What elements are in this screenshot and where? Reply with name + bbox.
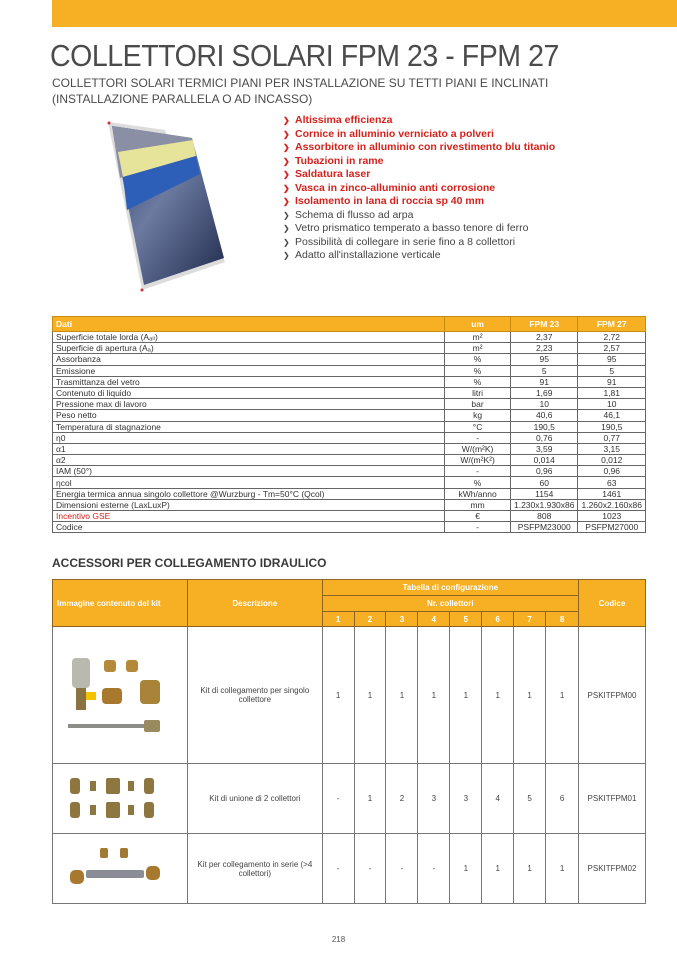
spec-value-fpm23: PSFPM23000 xyxy=(510,522,578,533)
spec-value-fpm27: PSFPM27000 xyxy=(578,522,646,533)
bullet-icon: ❯ xyxy=(283,129,290,139)
spec-value-fpm23: 0,96 xyxy=(510,466,578,477)
spec-value-fpm27: 0,012 xyxy=(578,455,646,466)
spec-label: η0 xyxy=(53,432,445,443)
spec-unit: W/(m²K) xyxy=(445,443,511,454)
spec-unit: - xyxy=(445,522,511,533)
accessory-count: 6 xyxy=(546,764,579,834)
feature-item: ❯ Vetro prismatico temperato a basso tenore di ferro xyxy=(283,222,529,234)
feature-item: ❯ Adatto all'installazione verticale xyxy=(283,249,441,261)
spec-label: Superficie di apertura (Aₐ) xyxy=(53,343,445,354)
spec-value-fpm23: 190,5 xyxy=(510,421,578,432)
spec-label: Incentivo GSE xyxy=(53,511,445,522)
spec-value-fpm27: 95 xyxy=(578,354,646,365)
accessory-count: 1 xyxy=(546,834,579,904)
bullet-icon: ❯ xyxy=(283,116,290,125)
spec-row xyxy=(53,522,646,533)
spec-row xyxy=(53,376,646,387)
spec-row xyxy=(53,488,646,499)
accessory-count: - xyxy=(386,834,418,904)
bullet-icon: ❯ xyxy=(283,143,290,152)
spec-value-fpm23: 2,37 xyxy=(510,332,578,343)
spec-value-fpm27: 46,1 xyxy=(578,410,646,421)
accessory-count: 2 xyxy=(386,764,418,834)
spec-label: IAM (50°) xyxy=(53,466,445,477)
accessory-row xyxy=(53,834,646,904)
spec-value-fpm27: 5 xyxy=(578,365,646,376)
spec-unit: - xyxy=(445,432,511,443)
spec-row xyxy=(53,387,646,398)
spec-value-fpm23: 1154 xyxy=(510,488,578,499)
col-header-fpm23: FPM 23 xyxy=(510,317,578,332)
page-subtitle: COLLETTORI SOLARI TERMICI PIANI PER INSTALLAZIONE SU TETTI PIANI E INCLINATI (INSTALLAZIONE PARALLELA O AD INCASSO) xyxy=(52,76,549,106)
spec-header-row xyxy=(53,317,646,332)
spec-value-fpm27: 0,96 xyxy=(578,466,646,477)
accessory-count: - xyxy=(322,764,354,834)
accessory-count: 1 xyxy=(482,834,514,904)
spec-unit: % xyxy=(445,365,511,376)
col-header-code: Codice xyxy=(579,580,646,627)
spec-value-fpm27: 2,72 xyxy=(578,332,646,343)
col-header-count: 6 xyxy=(482,612,514,627)
accessory-row xyxy=(53,627,646,764)
spec-label: Assorbanza xyxy=(53,354,445,365)
solar-collector-image xyxy=(100,112,260,292)
spec-value-fpm23: 0,76 xyxy=(510,432,578,443)
feature-list xyxy=(283,114,555,263)
spec-value-fpm23: 40,6 xyxy=(510,410,578,421)
accessories-table xyxy=(52,579,646,904)
header-accent-bar xyxy=(52,0,677,27)
spec-label: ηcol xyxy=(53,477,445,488)
col-header-config: Tabella di configurazione xyxy=(322,580,578,596)
fittings-single-kit-image xyxy=(53,627,188,764)
accessory-description: Kit di unione di 2 collettori xyxy=(187,764,322,834)
spec-value-fpm23: 1.230x1.930x86 xyxy=(510,499,578,510)
spec-value-fpm27: 2,57 xyxy=(578,343,646,354)
bullet-icon: ❯ xyxy=(283,251,290,260)
spec-unit: % xyxy=(445,376,511,387)
spec-value-fpm27: 1461 xyxy=(578,488,646,499)
spec-label: Energia termica annua singolo collettore @Wurzburg - Tm=50°C (Qcol) xyxy=(53,488,445,499)
spec-unit: kg xyxy=(445,410,511,421)
spec-row xyxy=(53,511,646,522)
col-header-description: Descrizione xyxy=(187,580,322,627)
spec-value-fpm23: 0,014 xyxy=(510,455,578,466)
feature-item: ❯ Assorbitore in alluminio con rivestimento blu titanio xyxy=(283,141,556,153)
col-header-dati: Dati xyxy=(53,317,445,332)
spec-value-fpm27: 1,81 xyxy=(578,387,646,398)
spec-unit: °C xyxy=(445,421,511,432)
accessory-row xyxy=(53,764,646,834)
spec-value-fpm23: 60 xyxy=(510,477,578,488)
spec-row xyxy=(53,354,646,365)
accessory-code: PSKITFPM01 xyxy=(579,764,646,834)
spec-unit: kWh/anno xyxy=(445,488,511,499)
bullet-icon: ❯ xyxy=(283,224,290,233)
spec-row xyxy=(53,343,646,354)
feature-item: ❯ Vasca in zinco-alluminio anti corrosione xyxy=(283,181,496,194)
accessory-count: 3 xyxy=(418,764,450,834)
feature-item: ❯ Tubazioni in rame xyxy=(283,154,384,167)
feature-item: ❯ Cornice in alluminio verniciato a polveri xyxy=(283,127,494,140)
spec-label: Codice xyxy=(53,522,445,533)
col-header-count: 7 xyxy=(514,612,546,627)
spec-value-fpm23: 91 xyxy=(510,376,578,387)
feature-item: ❯ Isolamento in lana di roccia sp 40 mm xyxy=(283,195,485,207)
accessory-count: 1 xyxy=(514,834,546,904)
feature-item: ❯ Schema di flusso ad arpa xyxy=(283,208,414,221)
spec-row xyxy=(53,466,646,477)
spec-row xyxy=(53,399,646,410)
bullet-icon: ❯ xyxy=(283,183,290,193)
spec-value-fpm23: 808 xyxy=(510,511,578,522)
spec-value-fpm27: 1023 xyxy=(578,511,646,522)
bullet-icon: ❯ xyxy=(283,156,290,166)
spec-unit: - xyxy=(445,466,511,477)
spec-unit: bar xyxy=(445,399,511,410)
spec-value-fpm23: 3,59 xyxy=(510,443,578,454)
spec-row xyxy=(53,365,646,376)
spec-value-fpm27: 91 xyxy=(578,376,646,387)
spec-table xyxy=(52,316,646,533)
spec-unit: % xyxy=(445,354,511,365)
spec-unit: m² xyxy=(445,332,511,343)
spec-row xyxy=(53,421,646,432)
spec-unit: € xyxy=(445,511,511,522)
bullet-icon: ❯ xyxy=(283,237,290,247)
spec-row xyxy=(53,332,646,343)
feature-item: ❯ Saldatura laser xyxy=(283,168,371,180)
bullet-icon: ❯ xyxy=(283,210,290,220)
spec-value-fpm27: 63 xyxy=(578,477,646,488)
spec-value-fpm23: 1,69 xyxy=(510,387,578,398)
spec-label: Peso netto xyxy=(53,410,445,421)
spec-value-fpm27: 3,15 xyxy=(578,443,646,454)
accessory-count: 1 xyxy=(386,627,418,764)
page-title: COLLETTORI SOLARI FPM 23 - FPM 27 xyxy=(50,38,559,73)
accessory-code: PSKITFPM02 xyxy=(579,834,646,904)
accessory-count: - xyxy=(322,834,354,904)
accessory-count: 1 xyxy=(418,627,450,764)
spec-value-fpm23: 2,23 xyxy=(510,343,578,354)
spec-label: α2 xyxy=(53,455,445,466)
spec-row xyxy=(53,499,646,510)
accessory-count: 5 xyxy=(514,764,546,834)
accessory-count: 1 xyxy=(450,834,482,904)
spec-row xyxy=(53,410,646,421)
feature-item: ❯ Altissima efficienza xyxy=(283,114,393,126)
spec-row xyxy=(53,455,646,466)
spec-value-fpm23: 10 xyxy=(510,399,578,410)
spec-row xyxy=(53,432,646,443)
col-header-count: 3 xyxy=(386,612,418,627)
col-header-count: 2 xyxy=(354,612,386,627)
spec-label: α1 xyxy=(53,443,445,454)
spec-value-fpm23: 95 xyxy=(510,354,578,365)
spec-label: Trasmittanza del vetro xyxy=(53,376,445,387)
spec-label: Temperatura di stagnazione xyxy=(53,421,445,432)
spec-unit: litri xyxy=(445,387,511,398)
accessory-count: - xyxy=(418,834,450,904)
spec-unit: % xyxy=(445,477,511,488)
spec-value-fpm27: 190,5 xyxy=(578,421,646,432)
accessory-count: 1 xyxy=(450,627,482,764)
accessory-count: 4 xyxy=(482,764,514,834)
spec-value-fpm23: 5 xyxy=(510,365,578,376)
spec-label: Contenuto di liquido xyxy=(53,387,445,398)
fittings-series-kit-image xyxy=(53,834,188,904)
col-header-count: 4 xyxy=(418,612,450,627)
col-header-nr-collettori: Nr. collettori xyxy=(322,596,578,612)
fittings-union-kit-image xyxy=(53,764,188,834)
accessory-count: 1 xyxy=(482,627,514,764)
feature-item: ❯ Possibilità di collegare in serie fino a 8 collettori xyxy=(283,235,516,248)
page-number: 218 xyxy=(331,935,346,944)
spec-row xyxy=(53,477,646,488)
col-header-image: Immagine contenuto del kit xyxy=(53,580,188,627)
spec-row xyxy=(53,443,646,454)
spec-unit: W/(m²K²) xyxy=(445,455,511,466)
accessory-description: Kit per collegamento in serie (>4 collettori) xyxy=(187,834,322,904)
col-header-um: um xyxy=(445,317,511,332)
accessory-description: Kit di collegamento per singolo collettore xyxy=(187,627,322,764)
spec-label: Superficie totale lorda (Aₐₗₗ) xyxy=(53,332,445,343)
accessory-count: - xyxy=(354,834,386,904)
accessory-count: 1 xyxy=(514,627,546,764)
bullet-icon: ❯ xyxy=(283,197,290,206)
accessory-count: 3 xyxy=(450,764,482,834)
spec-label: Pressione max di lavoro xyxy=(53,399,445,410)
spec-value-fpm27: 1.260x2.160x86 xyxy=(578,499,646,510)
col-header-count: 1 xyxy=(322,612,354,627)
bullet-icon: ❯ xyxy=(283,170,290,179)
col-header-count: 8 xyxy=(546,612,579,627)
accessory-count: 1 xyxy=(354,764,386,834)
accessory-count: 1 xyxy=(322,627,354,764)
accessory-count: 1 xyxy=(546,627,579,764)
col-header-fpm27: FPM 27 xyxy=(578,317,646,332)
spec-unit: mm xyxy=(445,499,511,510)
spec-value-fpm27: 10 xyxy=(578,399,646,410)
accessory-code: PSKITFPM00 xyxy=(579,627,646,764)
spec-label: Emissione xyxy=(53,365,445,376)
spec-label: Dimensioni esterne (LaxLuxP) xyxy=(53,499,445,510)
accessory-count: 1 xyxy=(354,627,386,764)
spec-unit: m² xyxy=(445,343,511,354)
spec-value-fpm27: 0,77 xyxy=(578,432,646,443)
col-header-count: 5 xyxy=(450,612,482,627)
accessories-title: ACCESSORI PER COLLEGAMENTO IDRAULICO xyxy=(52,556,327,570)
